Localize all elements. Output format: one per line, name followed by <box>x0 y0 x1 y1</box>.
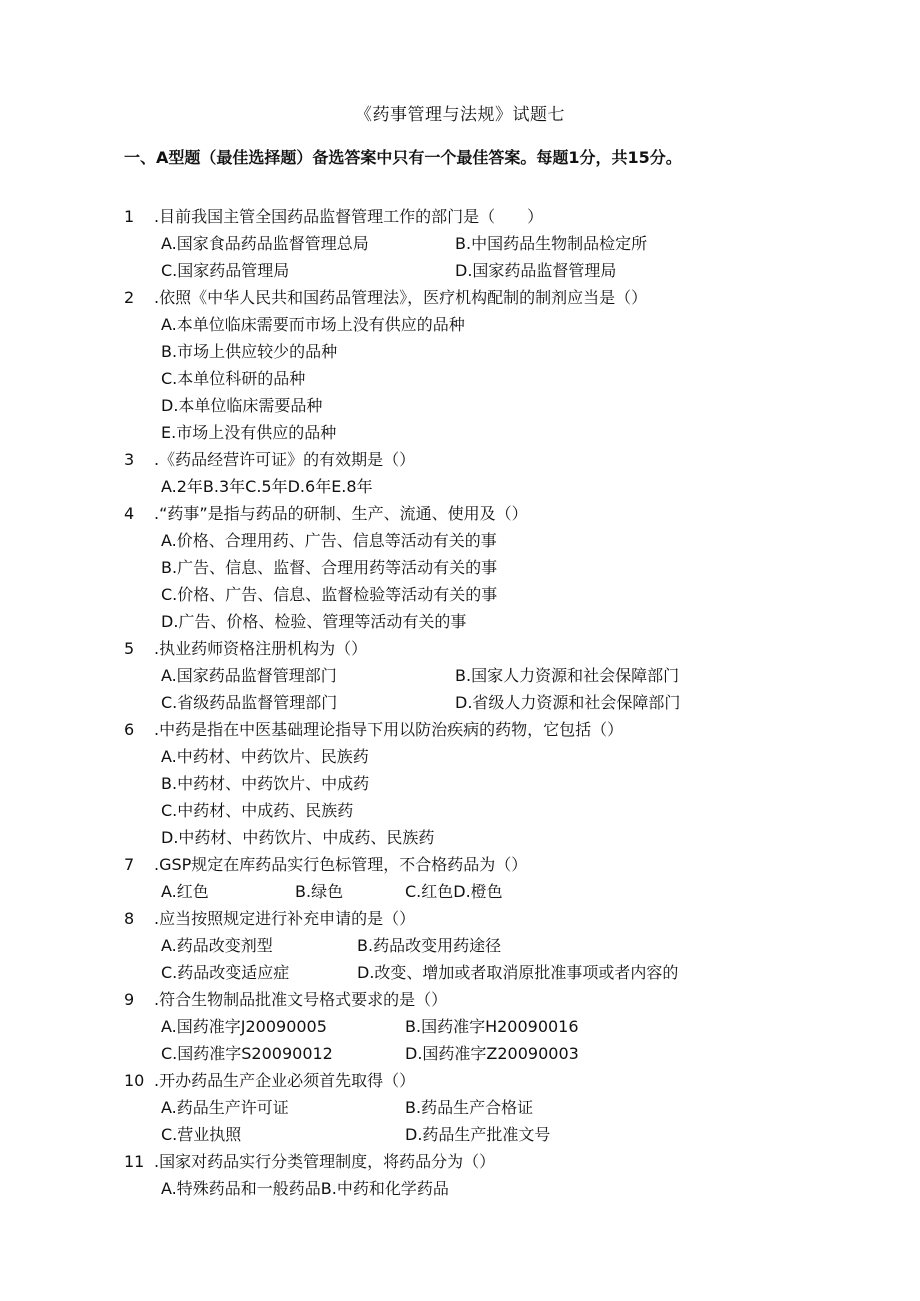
option: C.中药材、中成药、民族药 <box>161 801 354 820</box>
question-text: .执业药师资格注册机构为（） <box>154 639 368 658</box>
option: B.中国药品生物制品检定所 <box>455 234 648 253</box>
option: B.国家人力资源和社会保障部门 <box>455 666 680 685</box>
question-6 <box>124 719 623 741</box>
option: A.药品生产许可证 <box>161 1098 289 1117</box>
question-4 <box>124 503 528 525</box>
question-number: 10 <box>124 1071 145 1090</box>
option: C.国药准字S20090012 <box>161 1044 333 1063</box>
question-text: .GSP规定在库药品实行色标管理，不合格药品为（） <box>154 855 528 874</box>
option: A.药品改变剂型 <box>161 936 273 955</box>
question-number: 1 <box>124 207 135 226</box>
option: B.药品改变用药途径 <box>357 936 502 955</box>
option: D.改变、增加或者取消原批准事项或者内容的 <box>357 963 679 982</box>
question-2 <box>124 287 647 309</box>
question-text: .目前我国主管全国药品监督管理工作的部门是（ ） <box>154 207 544 226</box>
option: C.红色D.橙色 <box>405 882 503 901</box>
option: C.药品改变适应症 <box>161 963 290 982</box>
option: A.中药材、中药饮片、民族药 <box>161 747 369 766</box>
question-number: 4 <box>124 504 135 523</box>
question-text: .应当按照规定进行补充申请的是（） <box>154 909 416 928</box>
question-text: .中药是指在中医基础理论指导下用以防治疾病的药物，它包括（） <box>154 720 624 739</box>
section-heading: 一、A型题（最佳选择题）备选答案中只有一个最佳答案。每题1分，共15分。 <box>124 148 682 167</box>
option: D.国家药品监督管理局 <box>455 261 617 280</box>
question-3 <box>124 449 415 471</box>
option: E.市场上没有供应的品种 <box>161 423 337 442</box>
option: A.2年B.3年C.5年D.6年E.8年 <box>161 477 373 496</box>
option: A.特殊药品和一般药品B.中药和化学药品 <box>161 1179 449 1198</box>
option: B.国药准字H20090016 <box>405 1017 579 1036</box>
question-text: .开办药品生产企业必须首先取得（） <box>154 1071 416 1090</box>
question-number: 9 <box>124 990 135 1009</box>
option: B.药品生产合格证 <box>405 1098 534 1117</box>
option: D.国药准字Z20090003 <box>405 1044 579 1063</box>
option: D.药品生产批准文号 <box>405 1125 551 1144</box>
option: B.绿色 <box>295 882 344 901</box>
option: C.省级药品监督管理部门 <box>161 693 338 712</box>
question-number: 6 <box>124 720 135 739</box>
question-8 <box>124 908 415 930</box>
option: B.市场上供应较少的品种 <box>161 342 338 361</box>
option: A.国家药品监督管理部门 <box>161 666 337 685</box>
question-number: 11 <box>124 1152 145 1171</box>
document-title: 《药事管理与法规》试题七 <box>355 105 565 125</box>
question-number: 3 <box>124 450 135 469</box>
option: C.本单位科研的品种 <box>161 369 306 388</box>
question-text: .依照《中华人民共和国药品管理法》，医疗机构配制的制剂应当是（） <box>154 288 648 307</box>
question-text: .符合生物制品批准文号格式要求的是（） <box>154 990 448 1009</box>
option: D.中药材、中药饮片、中成药、民族药 <box>161 828 435 847</box>
question-11 <box>124 1151 495 1173</box>
option: D.省级人力资源和社会保障部门 <box>455 693 681 712</box>
question-1 <box>124 206 543 228</box>
question-7 <box>124 854 527 876</box>
option: A.国家食品药品监督管理总局 <box>161 234 369 253</box>
question-text: .国家对药品实行分类管理制度，将药品分为（） <box>154 1152 496 1171</box>
option: C.国家药品管理局 <box>161 261 290 280</box>
question-text: .“药事”是指与药品的研制、生产、流通、使用及（） <box>154 504 528 523</box>
question-number: 7 <box>124 855 135 874</box>
option: A.价格、合理用药、广告、信息等活动有关的事 <box>161 531 497 550</box>
question-number: 8 <box>124 909 135 928</box>
option: B.广告、信息、监督、合理用药等活动有关的事 <box>161 558 498 577</box>
option: D.本单位临床需要品种 <box>161 396 323 415</box>
option: D.广告、价格、检验、管理等活动有关的事 <box>161 612 467 631</box>
option: A.本单位临床需要而市场上没有供应的品种 <box>161 315 465 334</box>
option: C.价格、广告、信息、监督检验等活动有关的事 <box>161 585 498 604</box>
option: A.红色 <box>161 882 209 901</box>
question-5 <box>124 638 367 660</box>
question-text: .《药品经营许可证》的有效期是（） <box>154 450 416 469</box>
option: C.营业执照 <box>161 1125 242 1144</box>
question-number: 2 <box>124 288 135 307</box>
option: B.中药材、中药饮片、中成药 <box>161 774 370 793</box>
question-10 <box>124 1070 415 1092</box>
option: A.国药准字J20090005 <box>161 1017 327 1036</box>
question-9 <box>124 989 447 1011</box>
question-number: 5 <box>124 639 135 658</box>
